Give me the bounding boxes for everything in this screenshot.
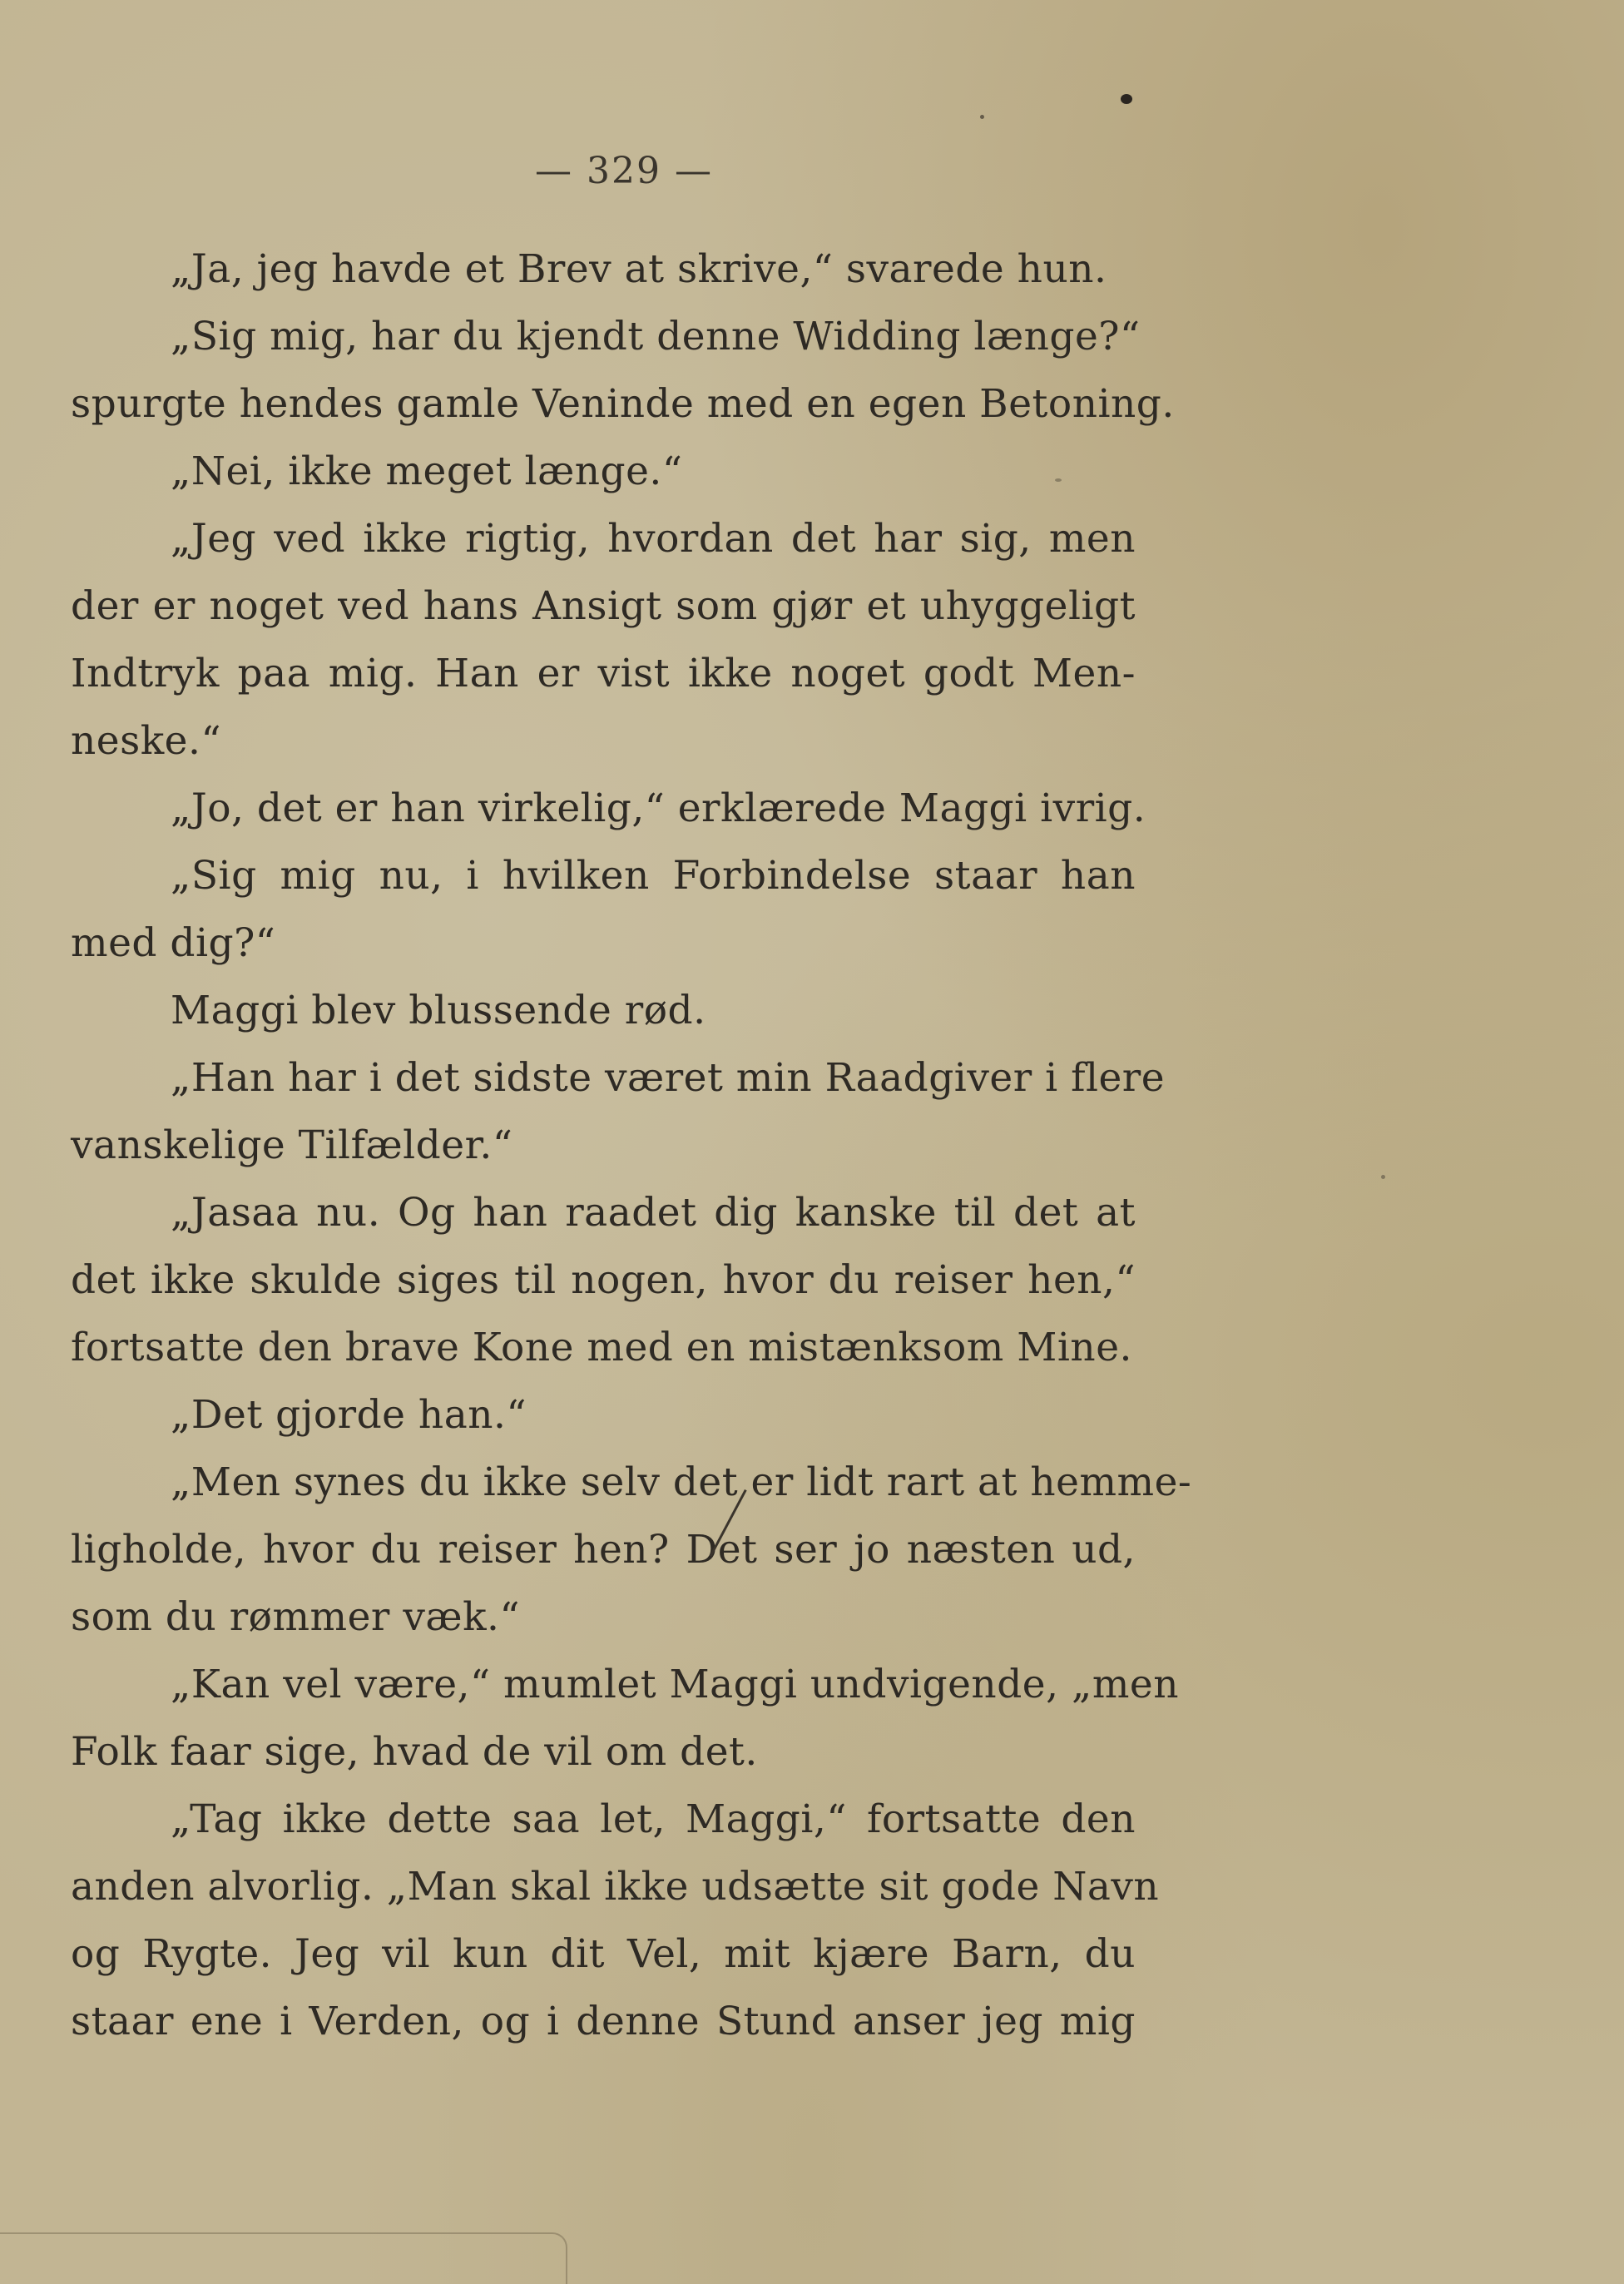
text-line: „Jasaa nu. Og han raadet dig kanske til det at <box>171 1190 1136 1236</box>
text-line: der er noget ved hans Ansigt som gjør et uhyggeligt <box>71 583 1136 629</box>
text-line: fortsatte den brave Kone med en mistænksom Mine. <box>71 1325 1132 1370</box>
text-line: „Jeg ved ikke rigtig, hvordan det har sig, men <box>171 516 1136 562</box>
text-line: „Nei, ikke meget længe.“ <box>171 448 683 494</box>
text-line: „Det gjorde han.“ <box>171 1392 527 1438</box>
text-line: med dig?“ <box>71 920 276 966</box>
text-line: Maggi blev blussende rød. <box>171 988 706 1033</box>
page-number: — 329 — <box>535 150 713 192</box>
text-line: „Sig mig nu, i hvilken Forbindelse staar han <box>171 853 1136 899</box>
text-line: „Ja, jeg havde et Brev at skrive,“ svarede hun. <box>171 246 1107 292</box>
text-line: „Men synes du ikke selv det er lidt rart at hemme- <box>171 1459 1192 1505</box>
text-line: neske.“ <box>71 718 221 764</box>
text-line: „Tag ikke dette saa let, Maggi,“ fortsatte den <box>171 1796 1136 1842</box>
text-line: „Han har i det sidste været min Raadgiver i flere <box>171 1055 1166 1101</box>
text-line: spurgte hendes gamle Veninde med en egen Betoning. <box>71 381 1175 427</box>
text-line: staar ene i Verden, og i denne Stund anser jeg mig <box>71 1999 1136 2044</box>
text-line: Indtryk paa mig. Han er vist ikke noget godt Men- <box>71 651 1136 696</box>
text-line: vanskelige Tilfælder.“ <box>71 1122 513 1168</box>
body-text <box>71 235 1192 2055</box>
text-line: „Sig mig, har du kjendt denne Widding længe?“ <box>171 314 1141 359</box>
text-line: ligholde, hvor du reiser hen? Det ser jo næsten ud, <box>71 1527 1136 1573</box>
text-line: anden alvorlig. „Man skal ikke udsætte sit gode Navn <box>71 1864 1160 1910</box>
ink-speck <box>1055 478 1062 482</box>
text-line: som du rømmer væk.“ <box>71 1594 521 1640</box>
page-fold-edge <box>0 2232 567 2284</box>
text-line: og Rygte. Jeg vil kun dit Vel, mit kjære Barn, du <box>71 1931 1136 1977</box>
ink-speck <box>980 115 984 119</box>
text-line: „Kan vel være,“ mumlet Maggi undvigende, „men <box>171 1662 1179 1707</box>
ink-speck <box>1121 94 1132 104</box>
text-line: „Jo, det er han virkelig,“ erklærede Maggi ivrig. <box>171 785 1146 831</box>
text-line: det ikke skulde siges til nogen, hvor du reiser hen,“ <box>71 1257 1136 1303</box>
ink-speck <box>1381 1175 1385 1179</box>
text-line: Folk faar sige, hvad de vil om det. <box>71 1729 758 1775</box>
